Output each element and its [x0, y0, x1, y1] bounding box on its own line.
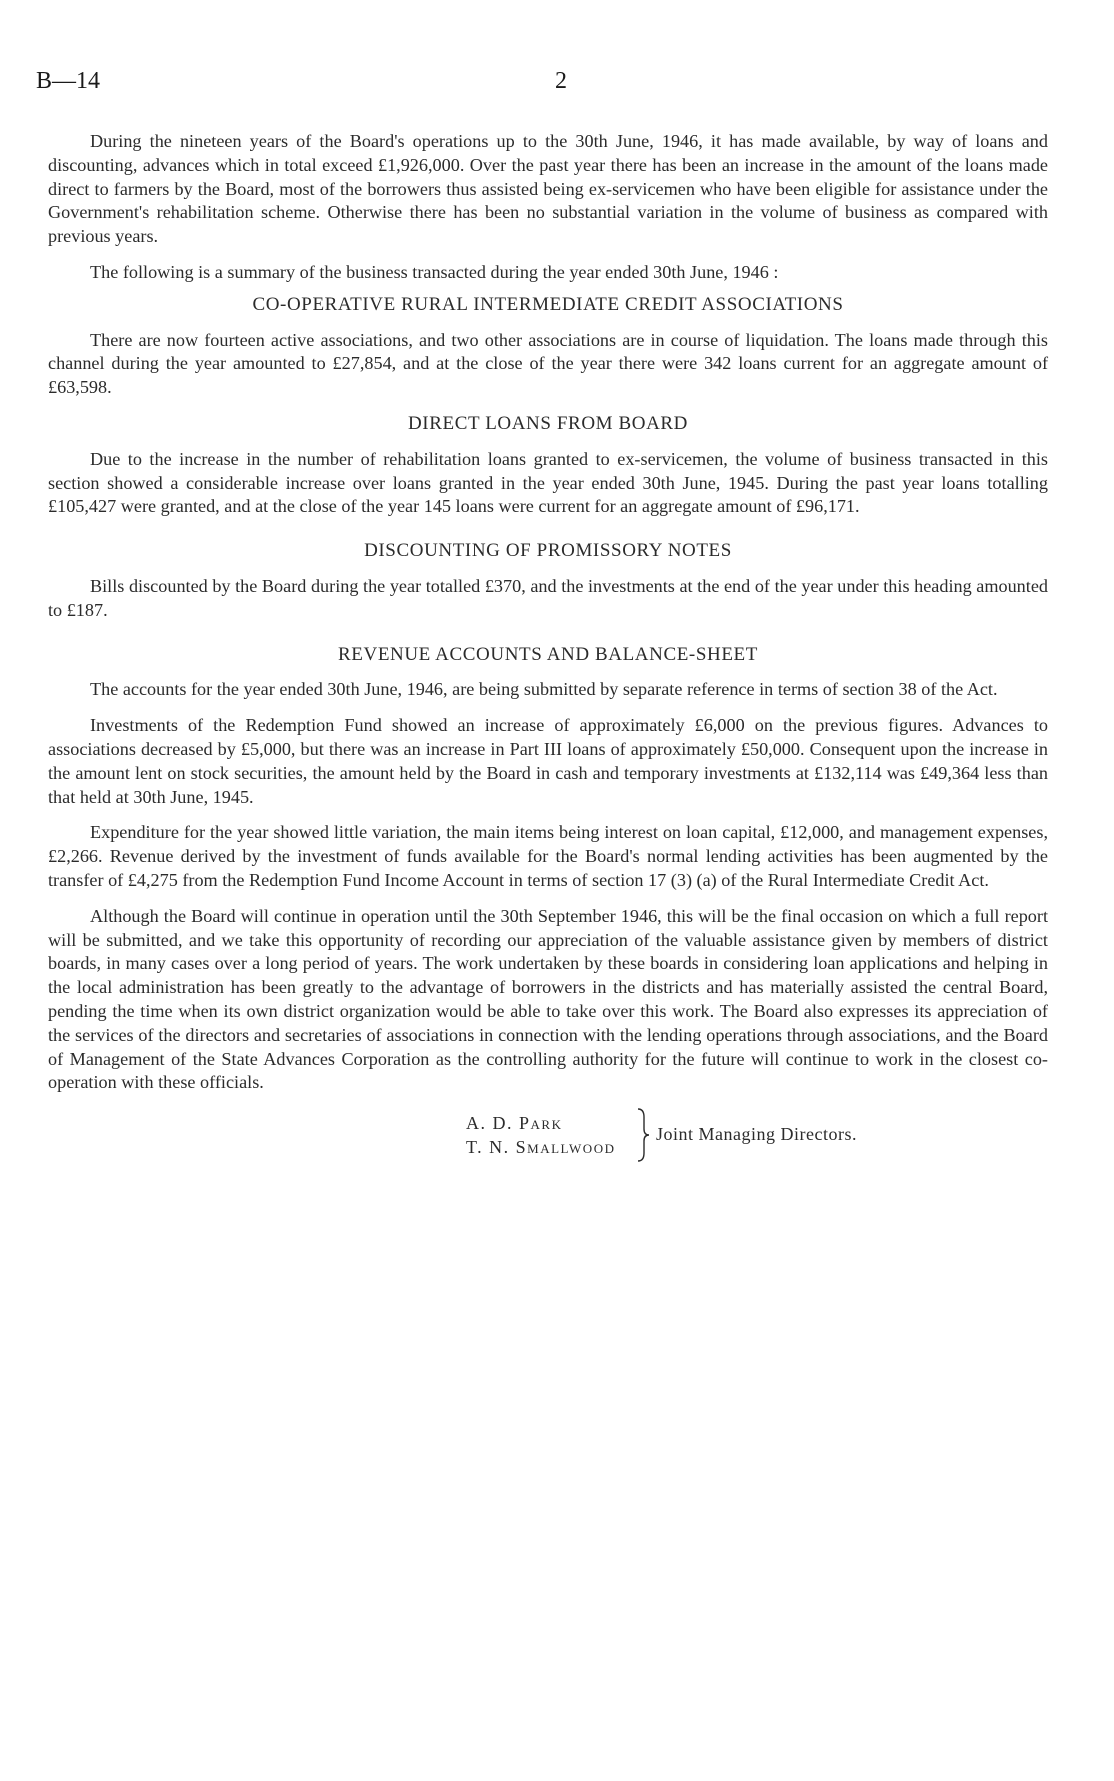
brace-icon: [636, 1107, 650, 1163]
section-paragraph: Investments of the Redemption Fund showed an increase of approximately £6,000 on the previous figures. Advances to associations decreased by £5,000, but there was an increase in Part III loans of approximately £50,000. Consequent upon the increase in the amount lent on stock securities, the amount held by the Board in cash and temporary investments at £132,114 was £49,364 less than that held at 30th June, 1945.: [48, 715, 1048, 807]
section-heading-promissory-notes: DISCOUNTING OF PROMISSORY NOTES: [364, 540, 732, 562]
section-paragraph: Bills discounted by the Board during the year totalled £370, and the investments at the end of the year under this heading amounted to £187.: [48, 575, 1048, 620]
signatory-name: T. N. Smallwood: [466, 1137, 616, 1158]
section-paragraph: There are now fourteen active associations, and two other associations are in course of liquidation. The loans made through this channel during the year amounted to £27,854, and at the close of the year there were 342 loans current for an aggregate amount of £63,598.: [48, 329, 1048, 398]
section-paragraph: The accounts for the year ended 30th June, 1946, are being submitted by separate reference in terms of section 38 of the Act.: [90, 679, 998, 700]
page-header: [36, 68, 1046, 98]
closing-paragraph: Although the Board will continue in operation until the 30th September 1946, this will be the final occasion on which a full report will be submitted, and we take this opportunity of recording our appreciation of the valuable assistance given by members of district boards, in many cases over a long period of years. The work undertaken by these boards in considering loan applications and helping in the local administration has been greatly to the advantage of borrowers in the districts and has materially assisted the central Board, pending the time when its own district organization would be able to take over this work. The Board also expresses its appreciation of the services of the directors and secretaries of associations in connection with the lending operations through associations, and the Board of Management of the State Advances Corporation as the controlling authority for the future will continue to work in the closest co-operation with these officials.: [48, 905, 1048, 1093]
section-heading-direct-loans: DIRECT LOANS FROM BOARD: [407, 412, 688, 434]
report-body: [48, 130, 1048, 1181]
summary-lead-paragraph: The following is a summary of the business transacted during the year ended 30th June, 1946 :: [90, 261, 779, 282]
signatory-names: [466, 1111, 615, 1159]
page-reference: B—14: [36, 68, 101, 94]
section-paragraph: Due to the increase in the number of rehabilitation loans granted to ex-servicemen, the volume of business transacted in this section showed a considerable increase over loans granted in the year ended 30th June, 1945. During the past year loans totalling £105,427 were granted, and at the close of the year 145 loans were current for an aggregate amount of £96,171.: [48, 448, 1048, 517]
signatory-title: Joint Managing Directors.: [656, 1124, 857, 1145]
section-heading-associations: CO-OPERATIVE RURAL INTERMEDIATE CREDIT ASSOCIATIONS: [252, 293, 844, 315]
intro-paragraph: During the nineteen years of the Board's operations up to the 30th June, 1946, it has made available, by way of loans and discounting, advances which in total exceed £1,926,000. Over the past year there has been an increase in the amount of the loans made direct to farmers by the Board, most of the borrowers thus assisted being ex-servicemen who have been eligible for assistance under the Government's rehabilitation scheme. Otherwise there has been no substantial variation in the volume of business as compared with previous years.: [48, 131, 1048, 247]
section-heading-revenue-accounts: REVENUE ACCOUNTS AND BALANCE-SHEET: [338, 643, 758, 665]
signatory-name: A. D. Park: [466, 1113, 563, 1134]
section-paragraph: Expenditure for the year showed little variation, the main items being interest on loan capital, £12,000, and management expenses, £2,266. Revenue derived by the investment of funds available for the Board's normal lending activities has been augmented by the transfer of £4,275 from the Redemption Fund Income Account in terms of section 17 (3) (a) of the Rural Intermediate Credit Act.: [48, 822, 1048, 890]
page-number: 2: [555, 68, 567, 94]
signature-block: [48, 1111, 1048, 1181]
